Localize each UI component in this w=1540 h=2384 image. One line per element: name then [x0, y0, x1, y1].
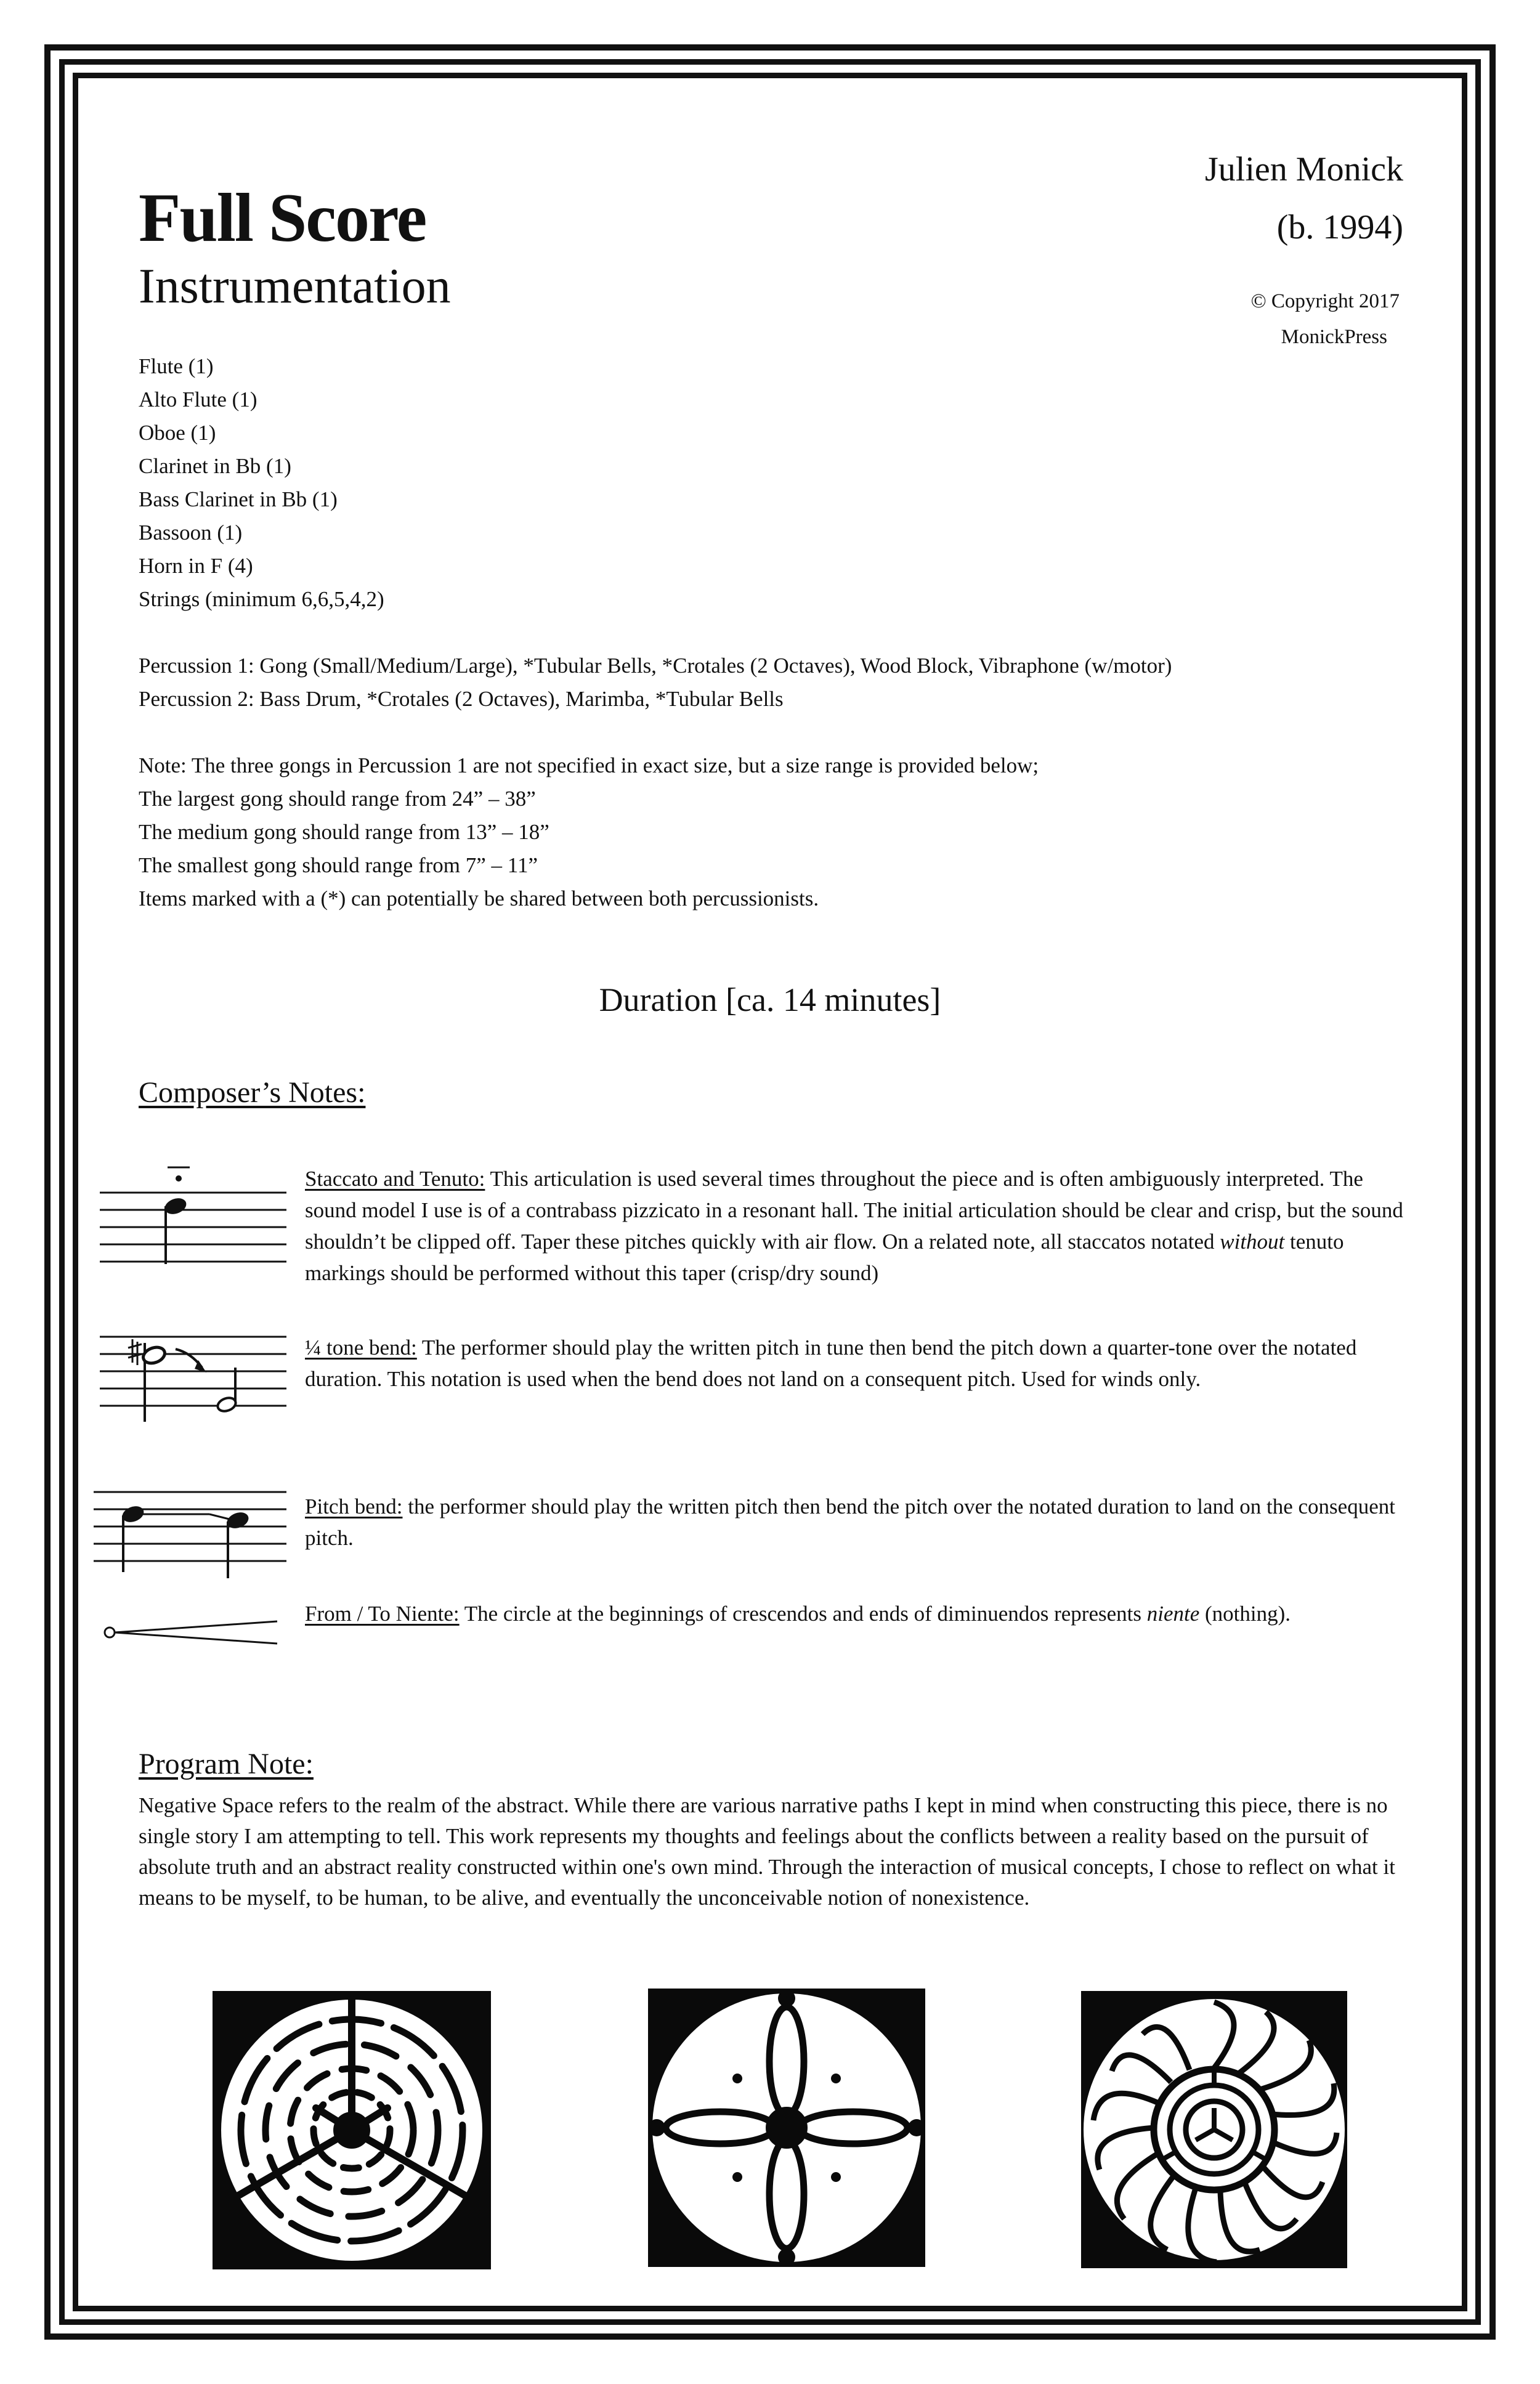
staccato-definition	[305, 1163, 1414, 1289]
list-item: Bassoon (1)	[139, 521, 243, 545]
program-note-text: Negative Space refers to the realm of the abstract. While there are various narrative paths I kept in mind when constructing this piece, there is no single story I am attempting to tell. This work represents my thoughts and feelings about the conflicts between a reality based on the pursuit of absolute truth and an abstract reality constructed within one's own mind. Through the interaction of musical concepts, I chose to reflect on what it means to be myself, to be human, to be alive, and eventually the unconceivable notion of nonexistence.	[139, 1793, 1395, 1910]
note-line: The medium gong should range from 13” – 18”	[139, 820, 549, 844]
list-item: Strings (minimum 6,6,5,4,2)	[139, 587, 384, 611]
percussion-1-text: Gong (Small/Medium/Large), *Tubular Bells, *Crotales (2 Octaves), Wood Block, Vibraphone (w/motor)	[254, 654, 1172, 678]
quarter-bend-definition	[305, 1332, 1414, 1395]
instrument-list	[139, 350, 384, 616]
page-title: Full Score	[139, 180, 426, 256]
composer-birth: (b. 1994)	[1276, 208, 1403, 246]
note-text: The three gongs in Percussion 1 are not specified in exact size, but a size range is provided below;	[186, 753, 1039, 777]
note-first-line	[139, 749, 1039, 782]
staccato-tenuto-icon	[99, 1164, 296, 1269]
list-item: Horn in F (4)	[139, 554, 253, 578]
duration-heading: Duration [ca. 14 minutes]	[599, 981, 941, 1018]
page-subtitle: Instrumentation	[139, 259, 451, 314]
quarter-bend-term: ¼ tone bend:	[305, 1336, 417, 1360]
note-line: The smallest gong should range from 7” – 11”	[139, 853, 538, 877]
pitch-bend-term: Pitch bend:	[305, 1494, 403, 1518]
niente-term: From / To Niente:	[305, 1602, 460, 1626]
percussion-1	[139, 649, 1172, 683]
publisher-name: MonickPress	[1281, 326, 1387, 348]
copyright-text: © Copyright 2017	[1250, 290, 1400, 312]
four-petal-symbol	[648, 1989, 925, 2267]
gong-note	[139, 749, 1039, 915]
quarter-tone-bend-icon	[99, 1324, 296, 1429]
niente-hairpin-icon	[99, 1614, 283, 1651]
program-note-heading: Program Note:	[139, 1748, 314, 1780]
note-line: The largest gong should range from 24” – 38”	[139, 787, 536, 811]
niente-definition	[305, 1598, 1414, 1629]
composer-block	[1205, 140, 1403, 256]
composers-notes-heading: Composer’s Notes:	[139, 1076, 366, 1109]
three-sector-symbol	[213, 1991, 491, 2269]
staccato-text-a: This articulation is used several times throughout the piece and is often ambiguously interpreted. The sound model I use is of a contrabass pizzicato in a resonant hall. The initial articulation should be clear and crisp, but the sound shouldn’t be clipped off. Taper these pitches quickly with air flow. On a related note, all staccatos notated	[305, 1167, 1403, 1254]
staccato-term: Staccato and Tenuto:	[305, 1167, 485, 1191]
list-item: Clarinet in Bb (1)	[139, 454, 291, 478]
note-line: Items marked with a (*) can potentially be shared between both percussionists.	[139, 886, 819, 910]
list-item: Alto Flute (1)	[139, 387, 257, 412]
list-item: Oboe (1)	[139, 421, 216, 445]
percussion-2-text: Bass Drum, *Crotales (2 Octaves), Marimba, *Tubular Bells	[254, 687, 784, 711]
niente-text-a: The circle at the beginnings of crescendos and ends of diminuendos represents	[459, 1602, 1147, 1626]
copyright-block	[1251, 283, 1400, 355]
quarter-bend-text: The performer should play the written pitch in tune then bend the pitch down a quarter-tone over the notated duration. This notation is used when the bend does not land on a consequent pitch. Used for winds only.	[305, 1336, 1357, 1391]
niente-emphasis: niente	[1146, 1602, 1200, 1626]
pitch-bend-definition	[305, 1491, 1414, 1554]
list-item: Bass Clarinet in Bb (1)	[139, 487, 338, 511]
pitch-bend-text: the performer should play the written pitch then bend the pitch over the notated duration to land on the consequent pitch.	[305, 1494, 1395, 1550]
percussion-block	[139, 649, 1172, 716]
staccato-text-b: tenuto markings should be performed without this taper (crisp/dry sound)	[305, 1230, 1344, 1285]
spiral-symbol	[1081, 1991, 1347, 2268]
composer-name: Julien Monick	[1205, 150, 1403, 189]
list-item: Flute (1)	[139, 354, 214, 378]
note-label: Note:	[139, 753, 187, 777]
staccato-emphasis: without	[1220, 1230, 1285, 1254]
percussion-2	[139, 683, 1172, 716]
percussion-2-label: Percussion 2:	[139, 687, 254, 711]
niente-text-b: (nothing).	[1199, 1602, 1291, 1626]
percussion-1-label: Percussion 1:	[139, 654, 254, 678]
pitch-bend-icon	[92, 1486, 296, 1578]
